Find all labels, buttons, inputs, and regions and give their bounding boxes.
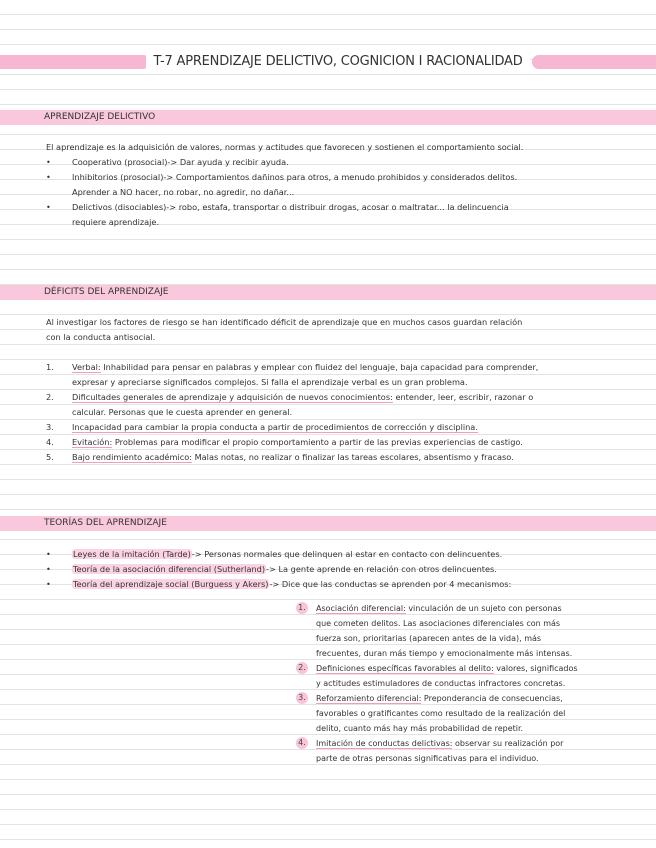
spacer (46, 345, 616, 360)
section-heading-text: DÉFICITS DEL APRENDIZAJE (44, 287, 169, 297)
list-number: 2. (46, 392, 54, 402)
mechanism-item (296, 736, 626, 751)
list-item-text: Aprender a NO hacer, no robar, no agredir, no dañar... (72, 187, 295, 197)
bullet: • (46, 172, 51, 182)
mechanisms-list (296, 601, 626, 766)
list-item (46, 155, 616, 170)
mechanism-text (316, 691, 563, 706)
list-item (46, 390, 616, 405)
list-item (46, 170, 616, 185)
list-number: 5. (46, 452, 54, 462)
mechanism-continuation (296, 616, 626, 631)
theory-name: Teoría de la asociación diferencial (Sutherland) (73, 564, 266, 574)
mechanism-desc: observar su realización por (452, 739, 564, 748)
list-item-term: Bajo rendimiento académico: (72, 452, 192, 462)
list-item-text: Inhibitorios (prosocial)-> Comportamientos dañinos para otros, a menudo prohibidos y considerados delitos. (72, 172, 518, 182)
list-item-text (72, 577, 511, 592)
list-item-desc: entender, leer, escribir, razonar o (392, 392, 534, 402)
mechanism-term: Imitación de conductas delictivas: (316, 739, 453, 748)
list-item-continuation (46, 375, 616, 390)
bullet: • (46, 202, 51, 212)
list-item-text: requiere aprendizaje. (72, 217, 160, 227)
list-item-text (72, 390, 533, 405)
mechanism-item (296, 691, 626, 706)
list-item-text (72, 360, 538, 375)
section-deficits-body (46, 315, 616, 465)
list-item (46, 420, 616, 435)
mechanism-text (316, 601, 562, 616)
list-item-text: Cooperativo (prosocial)-> Dar ayuda y recibir ayuda. (72, 157, 289, 167)
theory-name: Leyes de la imitación (Tarde) (73, 549, 191, 559)
list-item (46, 435, 616, 450)
mechanism-desc: Preponderancia de consecuencias, (421, 694, 563, 703)
section-teorias-body (46, 547, 616, 592)
theory-name: Teoría del aprendizaje social (Burguess y Akers) (73, 579, 269, 589)
list-item-desc: Malas notas, no realizar o finalizar las tareas escolares, absentismo y fracaso. (192, 452, 514, 462)
list-item-desc: Problemas para modificar el propio comportamiento a partir de las previas experiencias de castigo. (112, 437, 523, 447)
mechanism-text: y actitudes estimuladores de conductas infractores concretas. (316, 679, 566, 688)
mechanism-item (296, 601, 626, 616)
list-number: 4. (46, 437, 54, 447)
list-item-term: Verbal: (72, 362, 101, 372)
intro-text: El aprendizaje es la adquisición de valores, normas y actitudes que favorecen y sostienen el comportamiento social. (46, 142, 524, 152)
list-item-continuation (46, 215, 616, 230)
list-item-text: expresar y apreciarse significados complejos. Si falla el aprendizaje verbal es un gran problema. (72, 377, 468, 387)
mechanism-continuation (296, 676, 626, 691)
mechanism-text: delito, cuanto más hay más probabilidad de repetir. (316, 724, 524, 733)
mechanism-continuation (296, 646, 626, 661)
list-item-continuation (46, 405, 616, 420)
mechanism-text: frecuentes, duran más tiempo y emocionalmente más intensas. (316, 649, 573, 658)
intro-text: con la conducta antisocial. (46, 332, 156, 342)
mechanism-term: Reforzamiento diferencial: (316, 694, 422, 703)
bullet: • (46, 564, 51, 574)
list-item-desc: Inhabilidad para pensar en palabras y emplear con fluidez del lenguaje, baja capacidad para comprender, (100, 362, 539, 372)
list-item-text (72, 420, 478, 435)
number-badge: 2. (296, 662, 308, 674)
mechanism-text (316, 661, 578, 676)
mechanism-item (296, 661, 626, 676)
list-number: 3. (46, 422, 54, 432)
section-heading-teorias (0, 516, 656, 531)
list-item (46, 450, 616, 465)
mechanism-term: Definiciones específicas favorables al delito: (316, 664, 494, 673)
number-badge: 3. (296, 692, 308, 704)
list-item (46, 577, 616, 592)
theory-desc: -> La gente aprende en relación con otros delincuentes. (266, 564, 497, 574)
mechanism-text: favorables o gratificantes como resultado de la realización del (316, 709, 566, 718)
mechanism-continuation (296, 751, 626, 766)
list-item (46, 200, 616, 215)
list-item-text (72, 450, 514, 465)
list-item (46, 547, 616, 562)
mechanism-term: Asociación diferencial: (316, 604, 406, 613)
list-item-term: Evitación: (72, 437, 113, 447)
mechanism-text: que cometen delitos. Las asociaciones diferenciales con más (316, 619, 561, 628)
list-item (46, 562, 616, 577)
mechanism-continuation (296, 631, 626, 646)
list-item-text (72, 547, 502, 562)
list-item-text (72, 435, 523, 450)
mechanism-text: parte de otras personas significativas para el individuo. (316, 754, 539, 763)
bullet: • (46, 579, 51, 589)
section-aprendizaje-body (46, 140, 616, 230)
mechanism-desc: valores, significados (493, 664, 578, 673)
section-heading-text: TEORÍAS DEL APRENDIZAJE (44, 518, 167, 528)
list-item-text: Delictivos (disociables)-> robo, estafa, transportar o distribuir drogas, acosar o maltratar... la delincuencia (72, 202, 509, 212)
mechanism-text: fuerza son, prioritarias (aparecen antes de la vida), más (316, 634, 542, 643)
list-item-term: Dificultades generales de aprendizaje y adquisición de nuevos conocimientos: (72, 392, 393, 402)
list-item-term: Incapacidad para cambiar la propia conducta a partir de procedimientos de corrección y disciplina. (72, 422, 478, 432)
section-heading-text: APRENDIZAJE DELICTIVO (44, 112, 156, 122)
list-item-continuation (46, 185, 616, 200)
theory-desc: -> Dice que las conductas se aprenden por 4 mecanismos: (269, 579, 512, 589)
intro-text: Al investigar los factores de riesgo se han identificado déficit de aprendizaje que en muchos casos guardan relación (46, 317, 523, 327)
theory-desc: -> Personas normales que delinquen al estar en contacto con delincuentes. (191, 549, 503, 559)
section-heading-deficits (0, 285, 656, 300)
list-item (46, 360, 616, 375)
mechanism-continuation (296, 706, 626, 721)
mechanism-continuation (296, 721, 626, 736)
section-heading-aprendizaje (0, 110, 656, 125)
title-decoration-right (532, 55, 656, 69)
list-number: 1. (46, 362, 54, 372)
bullet: • (46, 157, 51, 167)
mechanism-text (316, 736, 563, 751)
title-band (0, 53, 656, 71)
list-item-text (72, 562, 497, 577)
mechanism-desc: vinculación de un sujeto con personas (405, 604, 562, 613)
list-item-text: calcular. Personas que le cuesta aprender en general. (72, 407, 293, 417)
title-decoration-left (0, 55, 150, 69)
page-title: T-7 APRENDIZAJE DELICTIVO, COGNICION I RACIONALIDAD (146, 53, 530, 71)
number-badge: 4. (296, 737, 308, 749)
number-badge: 1. (296, 602, 308, 614)
bullet: • (46, 549, 51, 559)
